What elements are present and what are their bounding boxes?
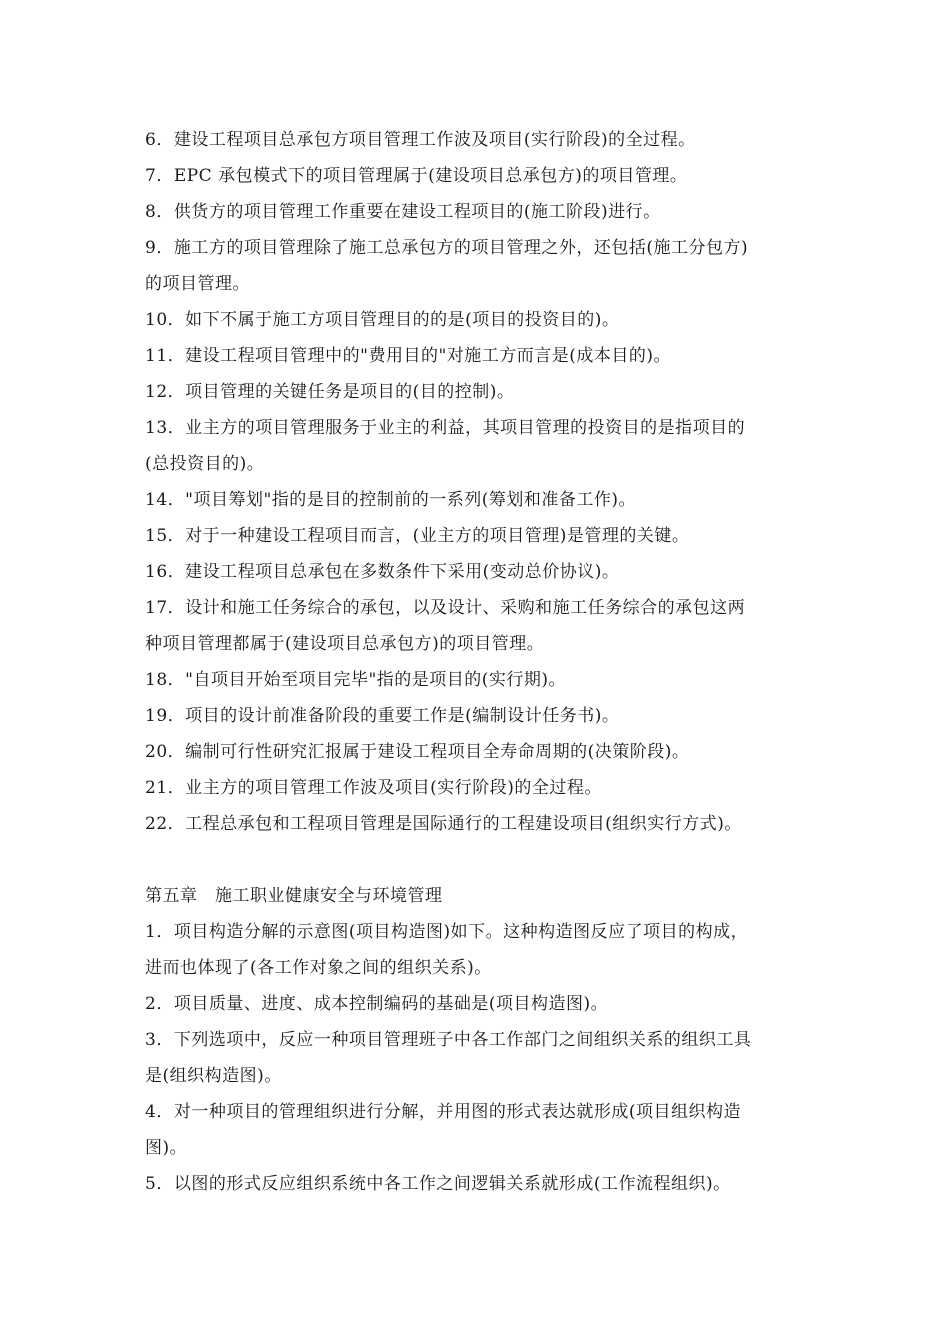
text-line: 图)。 — [145, 1138, 188, 1158]
text-line: 16．建设工程项目总承包在多数条件下采用(变动总价协议)。 — [145, 562, 620, 582]
document-body — [145, 122, 810, 1202]
text-line: 6．建设工程项目总承包方项目管理工作波及项目(实行阶段)的全过程。 — [145, 130, 696, 150]
text-line: 12．项目管理的关键任务是项目的(目的控制)。 — [145, 382, 515, 402]
text-line: 19．项目的设计前准备阶段的重要工作是(编制设计任务书)。 — [145, 706, 620, 726]
text-line: 18．"自项目开始至项目完毕"指的是项目的(实行期)。 — [145, 670, 567, 690]
text-line: 9．施工方的项目管理除了施工总承包方的项目管理之外，还包括(施工分包方) — [145, 238, 749, 258]
text-line: 种项目管理都属于(建设项目总承包方)的项目管理。 — [145, 634, 545, 654]
text-line: 进而也体现了(各工作对象之间的组织关系)。 — [145, 958, 492, 978]
text-line: 17．设计和施工任务综合的承包，以及设计、采购和施工任务综合的承包这两 — [145, 598, 746, 618]
text-line: (总投资目的)。 — [145, 454, 265, 474]
text-line: 7．EPC 承包模式下的项目管理属于(建设项目总承包方)的项目管理。 — [145, 166, 688, 186]
chapter-heading: 第五章 施工职业健康安全与环境管理 — [145, 886, 443, 906]
text-line: 5．以图的形式反应组织系统中各工作之间逻辑关系就形成(工作流程组织)。 — [145, 1174, 731, 1194]
text-line: 21．业主方的项目管理工作波及项目(实行阶段)的全过程。 — [145, 778, 602, 798]
text-line: 13．业主方的项目管理服务于业主的利益，其项目管理的投资目的是指项目的 — [145, 418, 746, 438]
text-line: 10．如下不属于施工方项目管理目的的是(项目的投资目的)。 — [145, 310, 620, 330]
text-line: 14．"项目筹划"指的是目的控制前的一系列(筹划和准备工作)。 — [145, 490, 637, 510]
text-line: 4．对一种项目的管理组织进行分解，并用图的形式表达就形成(项目组织构造 — [145, 1102, 741, 1122]
text-line: 1．项目构造分解的示意图(项目构造图)如下。这种构造图反应了项目的构成， — [145, 922, 749, 942]
text-line: 20．编制可行性研究汇报属于建设工程项目全寿命周期的(决策阶段)。 — [145, 742, 690, 762]
section-spacer — [145, 842, 810, 878]
text-line: 的项目管理。 — [145, 274, 250, 294]
text-line: 是(组织构造图)。 — [145, 1066, 282, 1086]
text-line: 2．项目质量、进度、成本控制编码的基础是(项目构造图)。 — [145, 994, 609, 1014]
text-line: 3．下列选项中，反应一种项目管理班子中各工作部门之间组织关系的组织工具 — [145, 1030, 752, 1050]
text-line: 15．对于一种建设工程项目而言，(业主方的项目管理)是管理的关键。 — [145, 526, 690, 546]
text-line: 8．供货方的项目管理工作重要在建设工程项目的(施工阶段)进行。 — [145, 202, 661, 222]
text-line: 11．建设工程项目管理中的"费用目的"对施工方而言是(成本目的)。 — [145, 346, 672, 366]
text-line: 22．工程总承包和工程项目管理是国际通行的工程建设项目(组织实行方式)。 — [145, 814, 742, 834]
